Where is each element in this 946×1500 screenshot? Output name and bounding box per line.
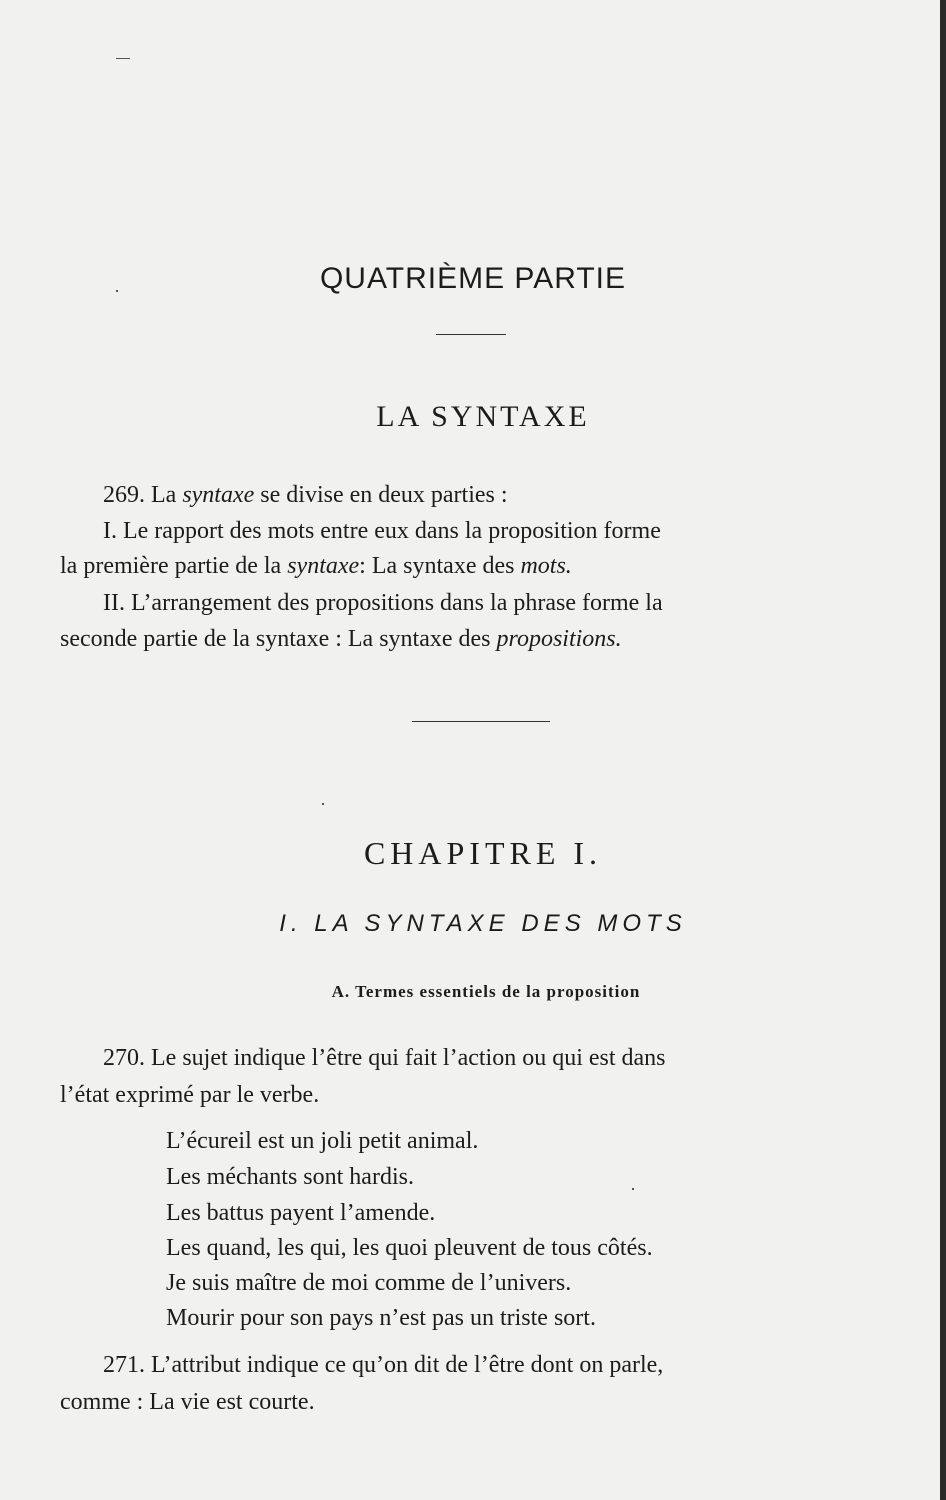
example-line: Je suis maître de moi comme de l’univers. (166, 1270, 572, 1296)
para-271-line1: 271. L’attribut indique ce qu’on dit de l’être dont on parle, (103, 1352, 664, 1378)
para-270-line1: 270. Le sujet indique l’être qui fait l’action ou qui est dans (103, 1045, 666, 1071)
subsection-title: I. LA SYNTAXE DES MOTS (279, 910, 687, 937)
para-269-ii-line2: seconde partie de la syntaxe : La syntaxe des propositions. (60, 626, 622, 652)
para-269-ii-line1: II. L’arrangement des propositions dans la phrase forme la (103, 590, 663, 616)
title-divider (436, 334, 506, 335)
speck (322, 803, 324, 805)
page-edge (940, 0, 946, 1500)
section-title: LA SYNTAXE (376, 400, 590, 433)
para-269-intro: 269. La syntaxe se divise en deux parties : (103, 482, 508, 508)
example-line: Mourir pour son pays n’est pas un triste sort. (166, 1305, 596, 1331)
example-line: L’écureil est un joli petit animal. (166, 1128, 479, 1154)
chapter-title: CHAPITRE I. (363, 835, 603, 871)
example-line: Les méchants sont hardis. (166, 1164, 414, 1190)
part-title: QUATRIÈME PARTIE (319, 262, 627, 295)
speck (632, 1188, 634, 1190)
section-divider (412, 721, 550, 722)
example-line: Les quand, les qui, les quoi pleuvent de tous côtés. (166, 1235, 653, 1261)
subsubsection-title: A. Termes essentiels de la proposition (331, 982, 641, 1001)
para-269-i-line1: I. Le rapport des mots entre eux dans la proposition forme (103, 518, 661, 544)
example-line: Les battus payent l’amende. (166, 1200, 436, 1226)
para-270-line2: l’état exprimé par le verbe. (60, 1082, 320, 1108)
para-271-line2: comme : La vie est courte. (60, 1389, 315, 1415)
speck (116, 58, 130, 59)
para-269-i-line2: la première partie de la syntaxe: La syntaxe des mots. (60, 553, 572, 579)
